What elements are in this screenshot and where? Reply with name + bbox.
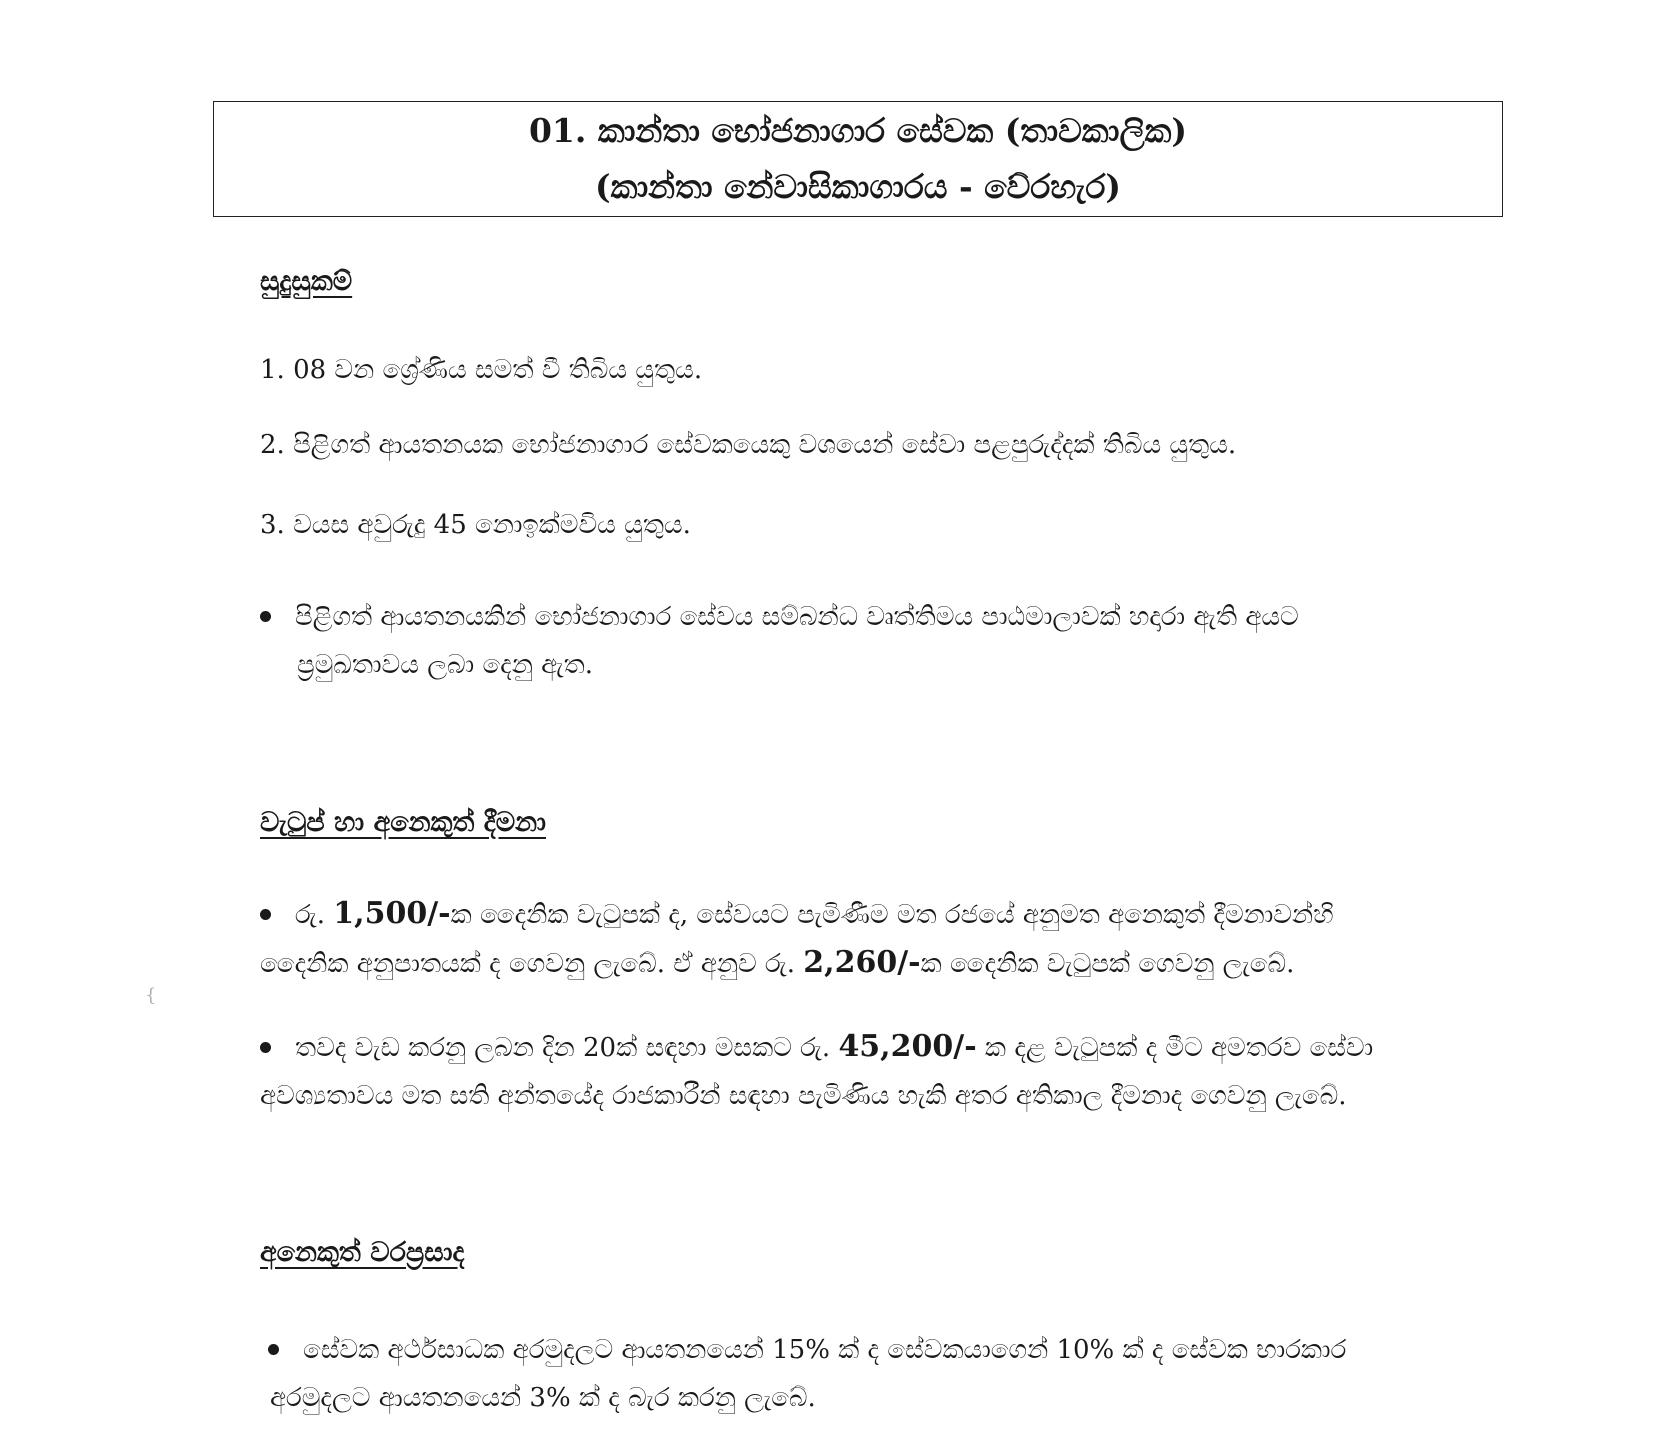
benefits-heading: අනෙකුත් වරප්‍රසාද [260,1237,465,1268]
salary-paragraph-1 [260,890,1334,988]
benefits-line-1: සේවක අර්ථසාධක අරමුදලට ආයතනයෙන් 15% ක් ද සේවකයාගෙන් 10% ක් ද සේවක භාරකාර [303,1335,1347,1365]
qualification-item-3: 3. වයස අවුරුදු 45 නොඉක්මවිය යුතුය. [260,510,691,540]
p2-text-b: ක දළ වැටුපක් ද මීට අමතරව සේවා [976,1033,1374,1063]
bullet-icon [268,1344,279,1355]
bullet-icon [260,1042,271,1053]
note-line-2: ප්‍රමුඛතාවය ලබා දෙනු ඇත. [297,650,594,680]
title-line-2: (කාන්තා නේවාසිකාගාරය - වේරහැර) [594,167,1122,206]
benefits-line-2: අරමුදලට ආයතනයෙන් 3% ක් ද බැර කරනු ලැබේ. [270,1383,816,1413]
qualifications-heading: සුදුසුකම් [260,266,353,297]
p2-text-a: තවද වැඩ කරනු ලබන දින 20ක් සඳහා මසකට රු. [295,1033,839,1063]
total-daily-wage-amount: 2,260/- [803,945,921,980]
p1-text-c: දෛනික අනුපාතයක් ද ගෙවනු ලැබේ. ඒ අනුව රු. [260,949,804,979]
qualification-item-2: 2. පිළිගත් ආයතනයක භෝජනාගාර සේවකයෙකු වශයෙන් සේවා පළපුරුද්දක් තිබිය යුතුය. [260,430,1237,460]
p2-text-c: අවශ්‍යතාවය මත සති අන්තයේද රාජකාරීන් සඳහා පැමිණිය හැකි අතර අතිකාල දීමනාද ගෙවනු ලැබේ. [260,1081,1347,1111]
salary-heading: වැටුප් හා අනෙකුත් දීමනා [260,807,546,838]
p1-text-b: ක දෛනික වැටුපක් ද, සේවයට පැමිණීම මත රජයේ අනුමත අනෙකුත් දීමනාවන්හි [450,900,1334,930]
bullet-icon [260,909,271,920]
daily-wage-amount: 1,500/- [333,896,451,931]
p1-text-d: ක දෛනික වැටුපක් ගෙවනු ලැබේ. [920,949,1295,979]
scan-speck: { [145,985,157,1006]
qualification-item-1: 1. 08 වන ශ්‍රේණිය සමත් වී තිබිය යුතුය. [260,355,703,385]
benefits-paragraph [268,1326,1346,1422]
salary-paragraph-2 [260,1023,1373,1120]
note-line-1: පිළිගත් ආයතනයකින් භෝජනාගාර සේවය සම්බන්ධ වෘත්තිමය පාඨමාලාවක් හදාරා ඇති අයට [295,602,1299,632]
title-line-1: 01. කාන්තා භෝජනාගාර සේවක (තාවකාලික) [528,111,1188,150]
title-box [213,101,1503,217]
qualification-note [260,593,1299,689]
bullet-icon [260,611,271,622]
monthly-gross-amount: 45,200/- [838,1029,977,1064]
p1-prefix: රු. [295,900,334,930]
